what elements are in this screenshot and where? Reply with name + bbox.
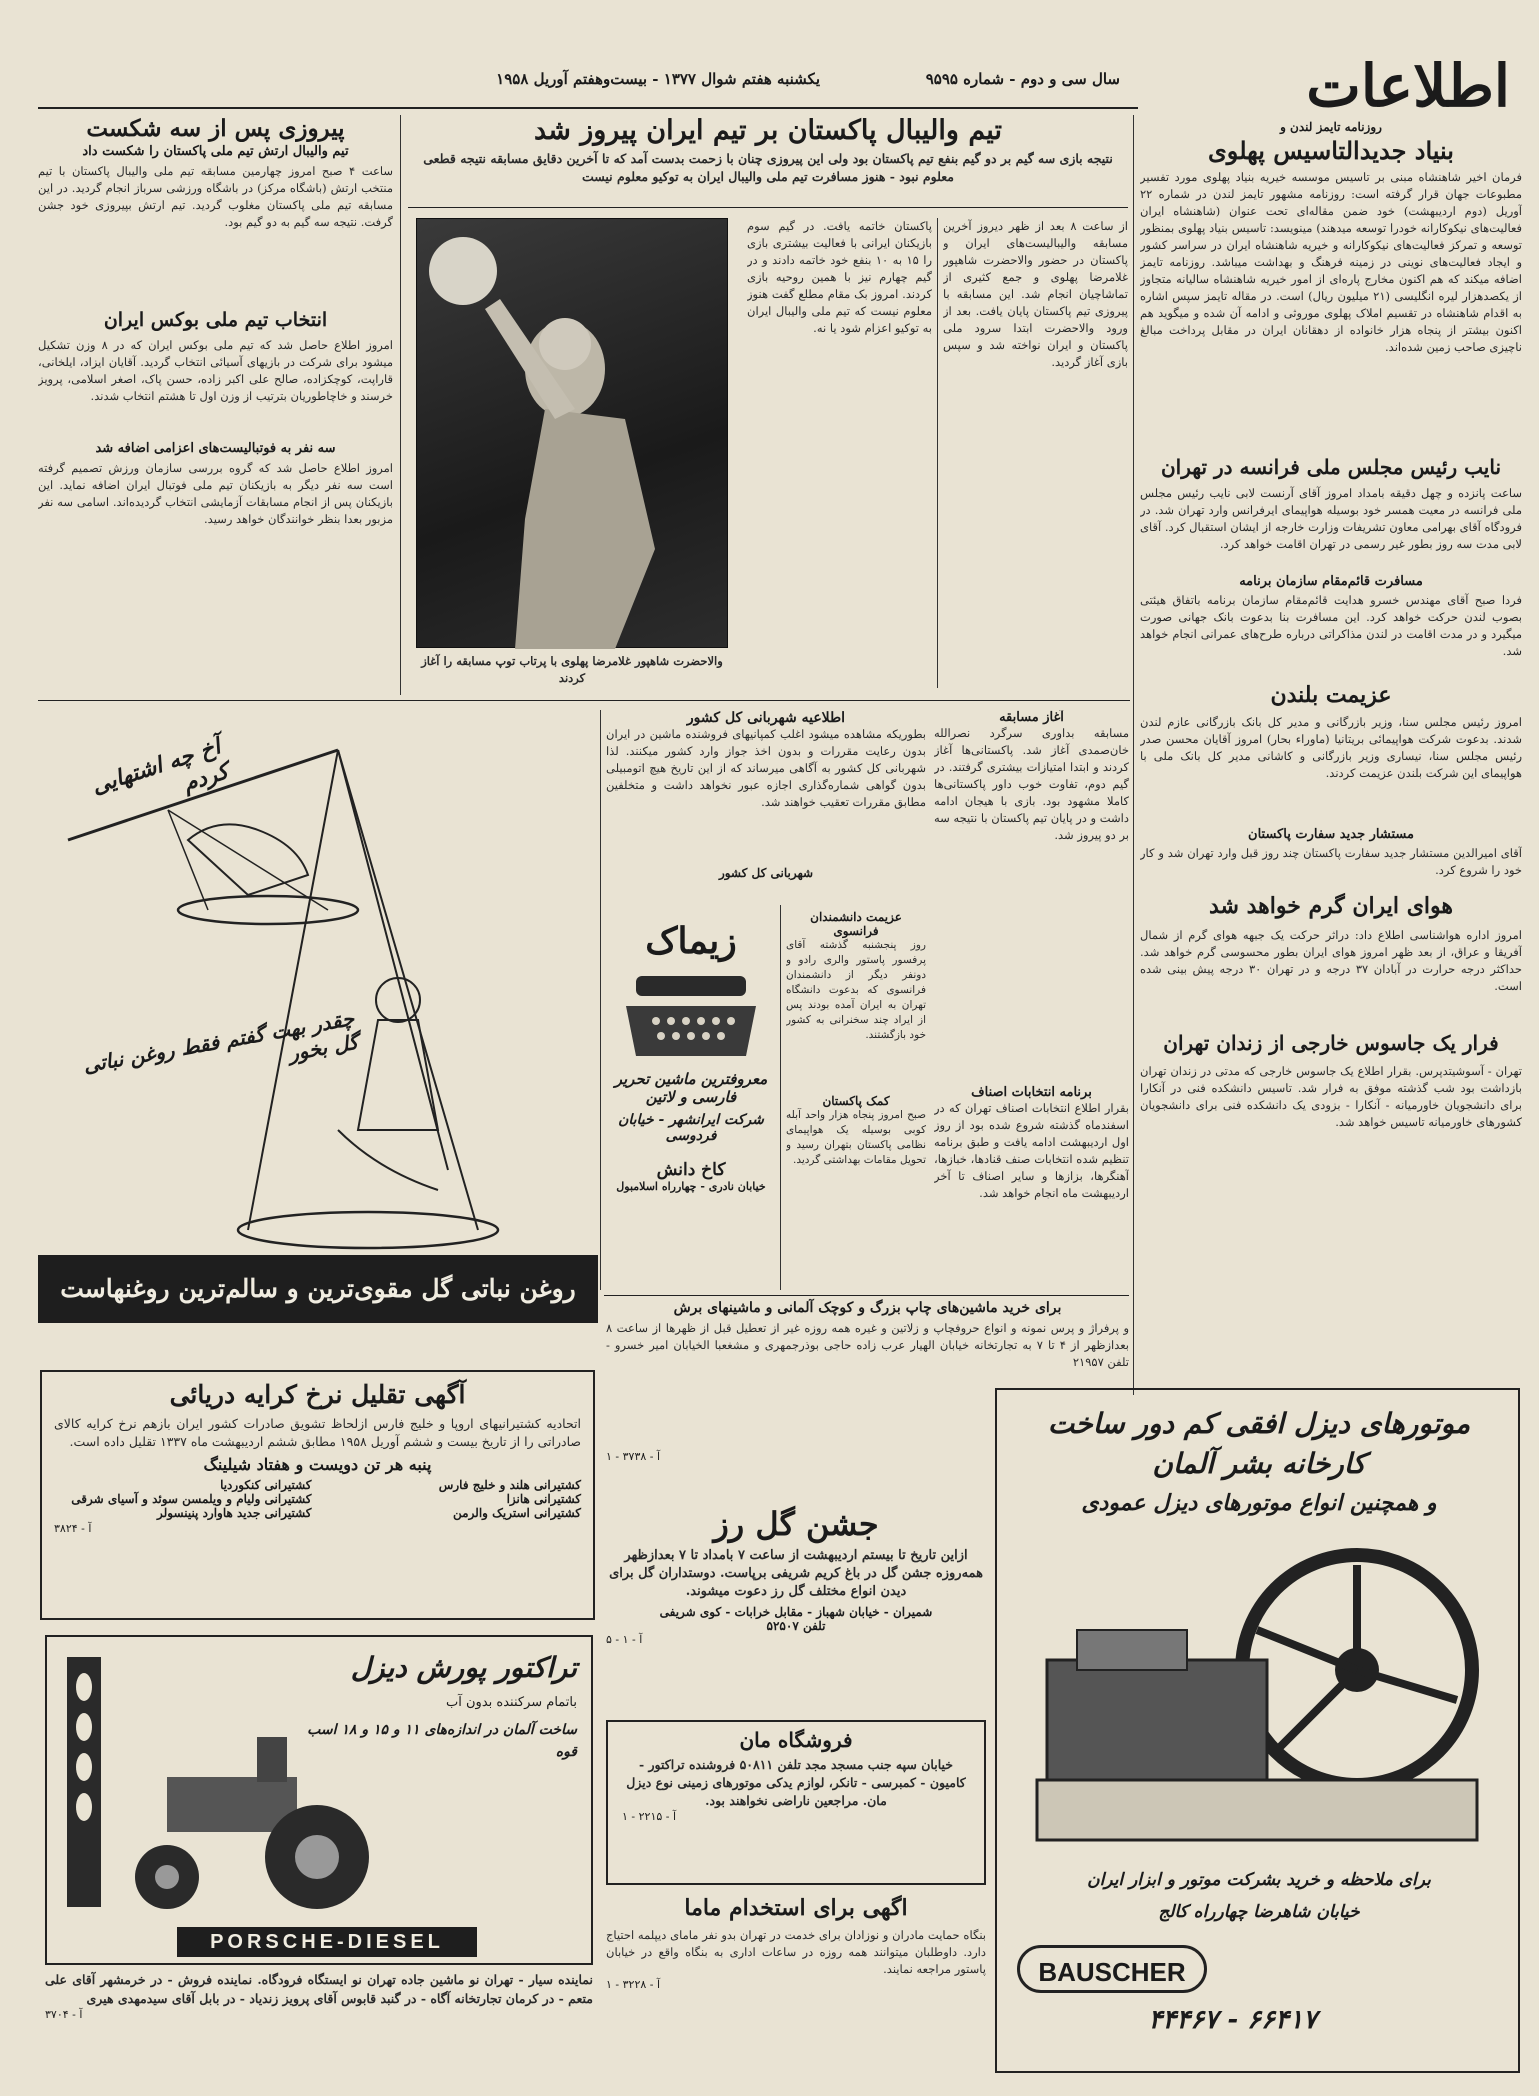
rule-printing: [604, 1295, 1129, 1296]
weather-body: امروز اداره هواشناسی اطلاع داد: دراثر حرکت یک جبهه هوای گرم از شمال آفریقا و عراق، از بعد ظهر امروز هوای ایران بطور محسوسی گرم خواهد شد. حداکثر درجه حرارت در آبادان ۳۷ درجه و در تهران ۳۰ درجه پیش بینی شده است.: [1140, 928, 1522, 993]
football-subtitle: سه نفر به فوتبالیست‌های اعزامی اضافه شد: [95, 441, 336, 456]
porsche-ad: [45, 1635, 593, 1965]
police-notice-body: بطوریکه مشاهده میشود اغلب کمپانیهای فروشنده ماشین در ایران بدون رعایت مقررات و بدون اخذ جواز وارد کشور میکنند. لذا شهربانی کل کشور به آگاهی میرساند که از این تاریخ هیچ اتومبیلی بدون گواهی شماره‌گذاری اجازه عبور نخواهد داشت و متخلفین مطابق مقررات تعقیب خواهند شد.: [606, 727, 926, 809]
porsche-tagline: باتمام سرکننده بدون آب: [446, 1695, 577, 1710]
victory-title: پیروزی پس از سه شکست: [86, 115, 345, 142]
col-rule-2: [1133, 115, 1134, 1395]
printing-title: برای خرید ماشین‌های چاپ بزرگ و کوچک آلمانی و ماشینهای برش: [673, 1300, 1062, 1316]
shipping-lines: [54, 1478, 581, 1520]
shipping-line: کشتیرانی کنکوردیا: [220, 1478, 312, 1492]
rose-festival-address: شمیران - خیابان شهباز - مقابل خرابات - کوی شریفی: [659, 1605, 933, 1619]
pahlavi-foundation-body: فرمان اخیر شاهنشاه مبنی بر تاسیس موسسه خیریه بنیاد پهلوی مورد تفسیر مطبوعات جهان قرار گرفته است: روزنامه مشهور تایمز لندن در شماره ۲۲ آوریل (دوم اردیبهشت) خود ضمن مقاله‌ای تحت عنوان (شاهنشاه ایران فعالیت‌های نیکوکارانه خودرا توسعه میدهند) مینویسد: تاسیس بنیاد پهلوی بمنظور توسعه و تمرکز فعالیت‌های نیکوکارانه و خیریه شاهنشاه ایران در سراسر کشور و ایجاد فعالیت‌های نوینی در زمینه فرهنگ و بهداشت میباشد. روزنامه تایمز اضافه میکند که هم اکنون مخارج پاره‌ای از امور خیریه شاهنشاه سالیانه متجاوز از یکصدهزار لیره انگلیسی (۲۱ میلیون ریال) است. در مقاله تایمز سپس اشاره به اقدام شاهنشاه در تقسیم املاک پهلوی موروثی و ادامه آن شده و میگوید هم اکنون بیشتر از پنجاه هزار خانواده از دهقانان ایران در مقابل پرداخت مبالغ ناچیزی صاحب زمین شده‌اند.: [1140, 170, 1522, 354]
midwife-title: اگهی برای استخدام ماما: [684, 1895, 908, 1921]
zimak-brand: زیماک: [645, 920, 737, 962]
masthead-rule: [38, 107, 1138, 109]
midwife-ad: [606, 1895, 986, 2075]
scientists-body: روز پنجشنبه گذشته آقای پرفسور پاستور والری رادو و دونفر دیگر از دانشمندان فرانسوی که بدعوت دانشگاه تهران به ایران آمده بودند پس از ایراد چند سخنرانی به کشور خود بازگشتند.: [786, 939, 926, 1041]
shipping-body: اتحادیه کشتیرانیهای اروپا و خلیج فارس ازلحاظ تشویق صادرات کشور ایران بازهم نرخ کرایه کالای صادراتی را از تاریخ بیست و ششم آوریل ۱۹۵۸ مطابق ششم اردیبهشت ماه ۱۳۳۷ تقلیل داده است.: [54, 1416, 581, 1449]
zimak-dealer: کاخ دانش: [656, 1160, 726, 1180]
porsche-footer-text: نماینده سیار - تهران نو ماشین جاده تهران نو ایستگاه فرودگاه. نماینده فروش - در خرمشهر آقای علی متعم - در کرمان تجارتخانه آگاه - در گنبد قابوس آقای پرویز زندیاد - در بابل آقای سیدمهدی هیری: [45, 1972, 593, 2006]
right-column: [1140, 120, 1522, 1400]
col-rule-1: [400, 115, 401, 695]
bauscher-brand: BAUSCHER: [1017, 1945, 1207, 1993]
deck-rule: [408, 207, 1128, 208]
man-store-ad: [606, 1720, 986, 1885]
match-start-title: آغاز مسابقه: [999, 710, 1064, 725]
left-column: [38, 115, 393, 695]
shipping-subtitle: پنبه هر تن دویست و هفتاد شیلینگ: [203, 1455, 432, 1474]
rose-festival-ref: آ - ۱ - ۵: [606, 1633, 643, 1646]
shipping-ref: آ - ۳۸۲۴: [54, 1522, 92, 1535]
col-rule-3: [600, 710, 601, 1290]
rose-festival-phone: تلفن ۵۲۵۰۷: [766, 1619, 826, 1633]
french-deputy-body: ساعت پانزده و چهل دقیقه بامداد امروز آقای آرنست لابی نایب رئیس مجلس ملی فرانسه در معیت همسر خود بوسیله هواپیمای ایرفرانس وارد تهران شد. در فرودگاه آقای بهرامی معاون تشریفات وزارت خارجه از ایشان استقبال کرد. آقای لابی مدت سه روز بطور غیر رسمی در تهران اقامت خواهد کرد.: [1140, 486, 1522, 551]
spy-escape-body: تهران - آسوشیتدپرس. بقرار اطلاع یک جاسوس خارجی که مدتی در زندان تهران بازداشت بود شب گذشته موفق به فرار شد. تاسیس دانشکده فنی در آنکارا برای دانشجویان خاورمیانه - آنکارا - بزودی یک دانشکده فنی برای دانشجویان کشورهای خاورمیانه تاسیس خواهد شد.: [1140, 1064, 1522, 1129]
times-kicker: روزنامه تایمز لندن و: [1280, 120, 1382, 134]
london-departure-body: امروز رئیس مجلس سنا، وزیر بازرگانی و مدیر کل بانک بازرگانی عازم لندن شدند. بدعوت شرکت هواپیمائی بریتانیا (ماوراء بحار) امروز آقایان محسن صدر رئیس مجلس سنا، نیساری وزیر بازرگانی و کاشانی مدیر کل بانک ملی با هواپیمای این شرکت بلندن عزیمت کردند.: [1140, 715, 1522, 780]
shipping-line: کشتیرانی هلند و خلیج فارس: [438, 1478, 581, 1492]
scientists-news: [786, 910, 926, 1290]
newspaper-name: اطلاعات: [1306, 52, 1510, 120]
boxing-body: امروز اطلاع حاصل شد که تیم ملی بوکس ایران که در ۸ وزن تشکیل میشود برای شرکت در بازیهای آسیائی انتخاب گردید. آقایان ایزاد، ایلخانی، قاراپت، کوچکزاده، صالح علی اکبر زاده، حسن پاک، اصغر اسلامی، پرویز خرسند و خاچاطوریان بترتیب از وزن اول تا هشتم انتخاب شدند.: [38, 338, 393, 403]
porsche-ref: آ - ۳۷۰۴: [45, 2008, 83, 2021]
london-departure-title: عزیمت بلندن: [1270, 682, 1392, 708]
victory-subtitle: تیم والیبال ارتش تیم ملی پاکستان را شکست داد: [82, 144, 349, 159]
zimak-company: شرکت ایرانشهر - خیابان فردوسی: [618, 1112, 764, 1144]
french-deputy-title: نایب رئیس مجلس ملی فرانسه در تهران: [1160, 455, 1502, 479]
guild-elections-title: برنامه انتخابات اصناف: [971, 1085, 1092, 1100]
bauscher-ad: [995, 1388, 1520, 2073]
volleyball-photo: [416, 218, 728, 648]
oil-banner: روغن نباتی گل مقوی‌ترین و سالم‌ترین روغنهاست: [38, 1255, 598, 1323]
shipping-title: آگهی تقلیل نرخ کرایه دریائی: [169, 1380, 466, 1409]
porsche-footer: [45, 1970, 593, 2080]
man-store-body: خیابان سپه جنب مسجد مجد تلفن ۵۰۸۱۱ فروشنده تراکتور - کامیون - کمبرسی - تانکر، لوازم یدکی موتورهای زمینی نوع دیزل مان. مراجعین ناراضی نخواهند بود.: [626, 1757, 966, 1808]
match-start-body: مسابقه بداوری سرگرد نصرالله خان‌صمدی آغاز شد. پاکستانی‌ها آغاز کردند و ابتدا امتیازات بیشتری گرفتند. در گیم دوم، تفاوت خوب داور پاکستانی‌ها کاملا مشهود بود. بازی با هیجان ادامه داشت و در پایان تیم پاکستان با نتیجه سه بر دو پیروز شد.: [934, 726, 1129, 842]
zimak-ad: [606, 910, 776, 1285]
diesel-engine-illustration: [1017, 1540, 1497, 1860]
weather-title: هوای ایران گرم خواهد شد: [1208, 893, 1454, 919]
oil-ad: [38, 710, 598, 1340]
col-rule-4: [780, 905, 781, 1290]
shipping-line: کشتیرانی استریک والرمن: [453, 1506, 581, 1520]
shipping-ad: [40, 1370, 595, 1620]
rose-festival-title: جشن گل رز: [713, 1505, 879, 1543]
volleyball-deck: نتیجه بازی سه گیم بر دو گیم بنفع تیم پاکستان بود ولی این پیروزی چنان با زحمت بدست آمد که تا آخرین دقایق مسابقه نتیجه قطعی معلوم نبود - هنوز مسافرت تیم ملی والیبال ایران به توکیو معلوم نیست: [423, 151, 1113, 184]
pakistan-aid-body: صبح امروز پنجاه هزار واحد آبله کوبی بوسیله یک هواپیمای نظامی پاکستان بتهران رسید و تحویل مقامات بهداشتی گردید.: [786, 1109, 926, 1166]
plan-org-subtitle: مسافرت قائم‌مقام سازمان برنامه: [1239, 574, 1423, 589]
bauscher-phone: ۶۶۴۱۷ - ۴۴۴۶۷: [1148, 2005, 1317, 2035]
printing-body: و پرفراژ و پرس نمونه و انواع حروفچاپ و زلاتین و غیره همه روزه غیر از تعطیل قبل از ظهرها از ساعت ۸ بعدازظهر از ۴ تا ۷ به تجارتخانه خیابان الهیار عرب زاده حاجی بوذرجمهری و مشغعبا الخیابان امیر خسرو - تلفن ۲۱۹۵۷: [606, 1321, 1129, 1369]
center-inner-rule: [937, 218, 938, 688]
shipping-line: کشتیرانی ولیام و ویلمسن سوئد و آسیای شرقی: [71, 1492, 312, 1506]
porsche-body: ساخت آلمان در اندازه‌های ۱۱ و ۱۵ و ۱۸ اسب قوه: [307, 1722, 577, 1760]
photo-figure: [415, 219, 727, 649]
bauscher-address: خیابان شاهرضا چهارراه کالج: [1158, 1902, 1360, 1922]
midwife-ref: آ - ۳۲۲۸ - ۱: [606, 1978, 661, 1991]
pakistan-counselor-subtitle: مستشار جدید سفارت پاکستان: [1248, 827, 1414, 842]
boxing-title: انتخاب تیم ملی بوکس ایران: [103, 309, 328, 331]
scientists-title: عزیمت دانشمندان فرانسوی: [810, 910, 902, 938]
guild-elections: [934, 1085, 1129, 1295]
victory-body: ساعت ۴ صبح امروز چهارمین مسابقه تیم ملی والیبال پاکستان با تیم منتخب ارتش (باشگاه مرکز) در باشگاه ورزشی سرباز انجام گردید. در این مسابقه تیم ملی پاکستان مغلوب گردید. تیم ارتش بپیروزی خود جشن گرفت. نتیجه سه گیم به دو گیم بود.: [38, 164, 393, 229]
porsche-title: تراکتور پورش دیزل: [350, 1651, 577, 1684]
man-store-ref: آ - ۲۲۱۵ - ۱: [622, 1810, 677, 1823]
volleyball-headline: تیم والیبال پاکستان بر تیم ایران پیروز شد: [534, 115, 1002, 146]
pahlavi-foundation-title: بنیاد جدیدالتاسیس پهلوی: [1208, 136, 1454, 165]
porsche-brand: PORSCHE-DIESEL: [177, 1927, 477, 1957]
mid-rule-left: [38, 700, 1130, 701]
bauscher-subtitle: و همچنین انواع موتورهای دیزل عمودی: [1081, 1490, 1437, 1516]
volleyball-text-2: پاکستان خاتمه یافت. در گیم سوم بازیکنان ایرانی با فعالیت بیشتری بازی را ۱۵ به ۱۰ بنفع خود خاتمه دادند و در گیم چهارم نیز با همین روحیه بازی کردند. امروز بک مقام مطلع گفت هنوز معلوم نیست که تیم ملی والیبال ایران به توکیو اعزام شود یا نه.: [747, 219, 932, 335]
football-body: امروز اطلاع حاصل شد که گروه بررسی سازمان ورزش تصمیم گرفته است سه نفر دیگر به بازیکنان تیم ملی فوتبال ایران اضافه نماید. این بازیکنان پس از انجام مسابقات آزمایشی انتخاب گردیده‌اند. اسامی سه نفر مزبور بعدا بنظر خوانندگان خواهد رسید.: [38, 461, 393, 526]
police-notice-title: اطلاعیه شهربانی کل کشور: [686, 710, 846, 726]
bauscher-cta: برای ملاحظه و خرید بشرکت موتور و ابزار ایران: [1087, 1870, 1431, 1890]
guild-elections-body: بقرار اطلاع انتخابات اصناف تهران که در اسفندماه گذشته شروع شده بود از روز اول اردیبهشت ادامه یافت و طبق برنامه تنظیم شده انتخابات صنف قنادها، خبازها، آهنگرها، بزازها و سایر اصناف تا آخر اردیبهشت ماه انجام خواهد شد.: [934, 1101, 1129, 1200]
midwife-body: بنگاه حمایت مادران و نوزادان برای خدمت در تهران بدو نفر مامای دیپلمه احتیاج دارد. داوطلبان میتوانند همه روزه در ساعات اداری به بنگاه واقع در خیابان پاستور مراجعه نمایند.: [606, 1928, 986, 1976]
rose-festival-ad: [606, 1505, 986, 1715]
wheat-icon: [59, 1657, 109, 1907]
spy-escape-title: فرار یک جاسوس خارجی از زندان تهران: [1163, 1031, 1499, 1055]
bauscher-title: موتورهای دیزل افقی کم دور ساخت کارخانه بشر آلمان: [1047, 1407, 1471, 1480]
zimak-address: خیابان نادری - چهارراه اسلامبول: [616, 1180, 766, 1193]
match-start: [934, 710, 1129, 1080]
typewriter-icon: [616, 966, 766, 1066]
rose-festival-body: ازاین تاریخ تا بیستم اردیبهشت از ساعت ۷ بامداد تا ۷ بعدازظهر همه‌روزه جشن گل در باغ کریم شریفی برپاست. دوستداران گل برای دیدن انواع مختلف گل رز دعوت میشوند.: [609, 1548, 983, 1599]
issue-line: سال سی و دوم - شماره ۹۵۹۵: [925, 70, 1120, 88]
printing-ref: آ - ۳۷۳۸ - ۱: [606, 1450, 661, 1463]
shipping-line: کشتیرانی جدید هاوارد پنینسولر: [157, 1506, 312, 1520]
oil-slogan-top: آخ چه اشتهایی کردم: [88, 733, 232, 800]
pakistan-aid-title: کمک پاکستان: [822, 1094, 890, 1108]
man-store-title: فروشگاه مان: [739, 1728, 853, 1752]
date-line: یکشنبه هفتم شوال ۱۳۷۷ - بیست‌وهفتم آوریل ۱۹۵۸: [496, 70, 820, 88]
shipping-line: کشتیرانی هانزا: [506, 1492, 581, 1506]
plan-org-body: فردا صبح آقای مهندس خسرو هدایت قائم‌مقام سازمان برنامه باتفاق هیئتی بصوب لندن حرکت خواهد کرد. این مسافرت بنا بدعوت بانک جهانی صورت میگیرد و در مدت اقامت در لندن مذاکراتی درباره طرح‌های عمرانی انجام خواهد شد.: [1140, 593, 1522, 658]
zimak-tagline: معروفترین ماشین تحریر فارسی و لاتین: [614, 1070, 768, 1106]
police-notice-sign: شهربانی کل کشور: [718, 866, 814, 880]
pakistan-counselor-body: آقای امیرالدین مستشار جدید سفارت پاکستان چند روز قبل وارد تهران شد و کار خود را شروع کرد.: [1140, 846, 1522, 877]
volleyball-caption: والاحضرت شاهپور غلامرضا پهلوی با پرتاب توپ مسابقه را آغاز کردند: [421, 654, 723, 685]
oil-slogan-mid: چقدر بهت گفتم فقط روغن نباتی گل بخور: [81, 1006, 361, 1078]
police-notice: [606, 710, 926, 905]
volleyball-text-1: از ساعت ۸ بعد از ظهر دیروز آخرین مسابقه والیبالیست‌های ایران و پاکستان در حضور والاحضرت شاهپور غلامرضا پهلوی و جمع کثیری از تماشاچیان انجام شد. این مسابقه با پیروزی تیم پاکستان پایان یافت. بعد از ورود والاحضرت ابتدا سرود ملی پاکستان و ایران نواخته شد و سپس بازی آغاز گردید.: [943, 219, 1128, 369]
volleyball-story: [408, 115, 1128, 695]
